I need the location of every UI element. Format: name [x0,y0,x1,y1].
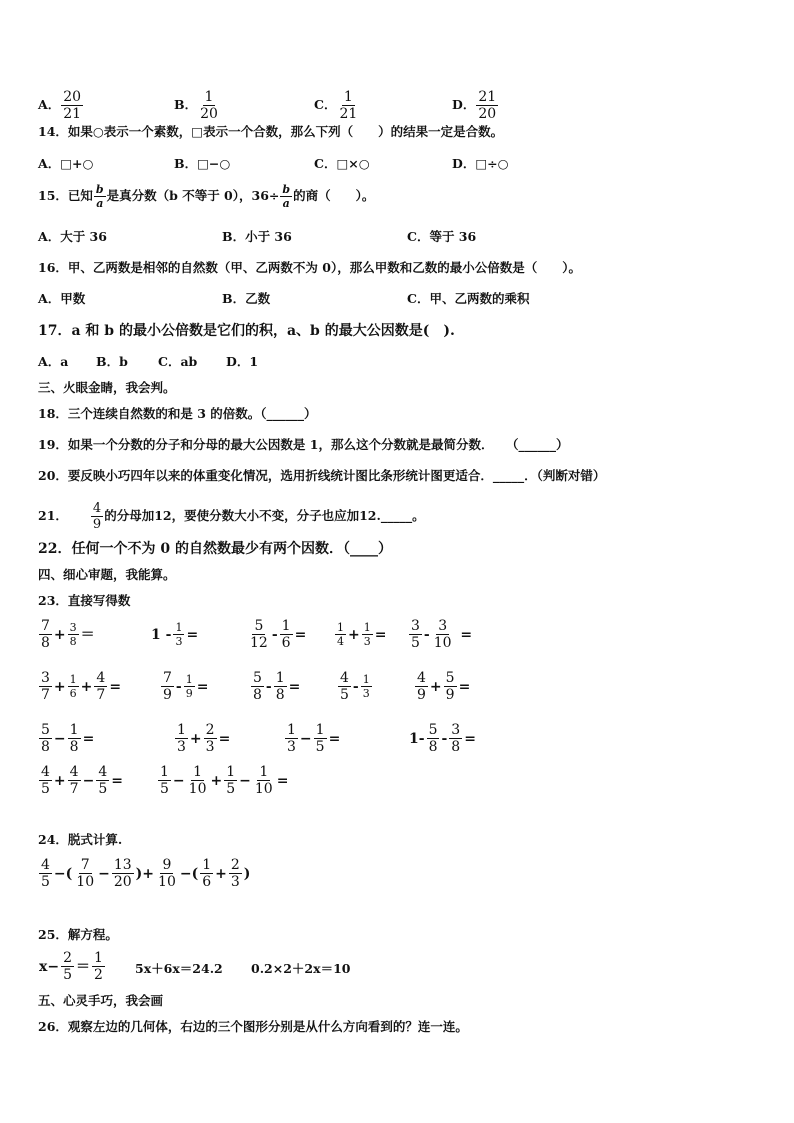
q13-option-c[interactable]: C． $\frac{1}{21}$ [314,89,358,122]
q22-text: 22．任何一个不为 0 的自然数最少有两个因数．（____） [38,541,392,557]
calc-item: $\frac{7}{8}$ + $\frac{3}{8}$ ＝ [41,618,95,651]
q25-equation-3: 0.2×2＋2x＝10 [251,961,351,976]
q14-text: 14．如果○表示一个素数，□表示一个合数，那么下列（ ）的结果一定是合数。 [38,124,504,139]
calc-item: $\frac{1}{3}$ + $\frac{2}{3}$ = [177,722,231,755]
calc-item: $\frac{3}{5}$ - $\frac{3}{10}$ = [411,618,473,651]
q15-option-c[interactable]: C．等于 36 [407,229,477,244]
q14-option-d[interactable]: D．□÷○ [452,156,509,171]
q13-option-a[interactable]: A． $\frac{20}{21}$ [38,89,82,122]
section-4-heading: 四、细心审题，我能算。 [38,567,176,582]
calc-item: 1- $\frac{5}{8}$ - $\frac{3}{8}$ = [409,722,476,755]
section-3-heading: 三、火眼金睛，我会判。 [38,380,176,395]
q17-option-b[interactable]: B．b [96,354,128,369]
calc-item: $\frac{5}{8}$ - $\frac{1}{8}$ = [253,670,301,703]
calc-item: $\frac{5}{8}$ − $\frac{1}{8}$ = [41,722,95,755]
q23-title: 23．直接写得数 [38,593,131,608]
calc-item: $\frac{1}{4}$ + $\frac{1}{3}$ = [337,621,387,648]
q14-option-a[interactable]: A．□+○ [38,156,94,171]
q15-text: 15．已知 $\frac{b}{a}$ 是真分数（b 不等于 0），36÷ $\frac{b}{a}$ 的商（ ）。 [38,183,375,210]
q14-option-c[interactable]: C．□×○ [314,156,370,171]
calc-item: $\frac{7}{9}$ - $\frac{1}{9}$ = [163,670,209,703]
q17-option-d[interactable]: D．1 [226,354,259,369]
calc-item: $\frac{4}{5}$ + $\frac{4}{7}$ − $\frac{4}{5}$ = [41,764,123,797]
q15-option-a[interactable]: A．大于 36 [38,229,107,244]
q24-title: 24．脱式计算. [38,832,123,847]
calc-item: $\frac{1}{3}$ − $\frac{1}{5}$ = [287,722,341,755]
q16-text: 16．甲、乙两数是相邻的自然数（甲、乙两数不为 0），那么甲数和乙数的最小公倍数是（ ）。 [38,260,581,275]
q14-option-b[interactable]: B．□−○ [174,156,231,171]
q25-equation-1: x− $\frac{2}{5}$ ＝ $\frac{1}{2}$ [39,950,103,983]
q16-option-b[interactable]: B．乙数 [222,291,271,306]
calc-item: $\frac{4}{5}$ - $\frac{1}{3}$ [340,670,370,703]
q24-expression: $\frac{4}{5}$ −( $\frac{7}{10}$ − $\frac{13}{20}$ )+ $\frac{9}{10}$ −( $\frac{1}{6}$ + $\frac{2}{3}$ ) [41,857,251,890]
calc-item: $\frac{5}{12}$ - $\frac{1}{6}$ = [250,618,307,651]
calc-item: 1 - $\frac{1}{3}$ = [151,621,199,648]
q19-text: 19．如果一个分数的分子和分母的最大公因数是 1，那么这个分数就是最简分数． （______） [38,437,569,452]
calc-item: $\frac{4}{9}$ + $\frac{5}{9}$ = [417,670,471,703]
section-5-heading: 五、心灵手巧，我会画 [38,993,164,1008]
q21-text: 21． $\frac{4}{9}$ 的分母加12，要使分数大小不变，分子也应加12._____。 [38,501,425,532]
q15-option-b[interactable]: B．小于 36 [222,229,292,244]
q13-option-d[interactable]: D． $\frac{21}{20}$ [452,89,497,122]
q16-option-c[interactable]: C．甲、乙两数的乘积 [407,291,530,306]
calc-item: $\frac{1}{5}$ − $\frac{1}{10}$ + $\frac{1}{5}$ − $\frac{1}{10}$ = [160,764,289,797]
q17-option-a[interactable]: A．a [38,354,69,369]
q25-title: 25．解方程。 [38,927,118,942]
q20-text: 20．要反映小巧四年以来的体重变化情况，选用折线统计图比条形统计图更适合．_____．（判断对错） [38,468,606,483]
q17-text: 17．a 和 b 的最小公倍数是它们的积，a、b 的最大公因数是( ). [38,323,455,339]
q26-text: 26．观察左边的几何体，右边的三个图形分别是从什么方向看到的？连一连。 [38,1019,468,1034]
q16-option-a[interactable]: A．甲数 [38,291,86,306]
q17-option-c[interactable]: C．ab [158,354,198,369]
calc-item: $\frac{3}{7}$ + $\frac{1}{6}$ + $\frac{4}{7}$ = [41,670,122,703]
q13-option-b[interactable]: B． $\frac{1}{20}$ [174,89,218,122]
q18-text: 18．三个连续自然数的和是 3 的倍数。（______） [38,406,317,421]
q25-equation-2: 5x＋6x＝24.2 [135,961,223,976]
